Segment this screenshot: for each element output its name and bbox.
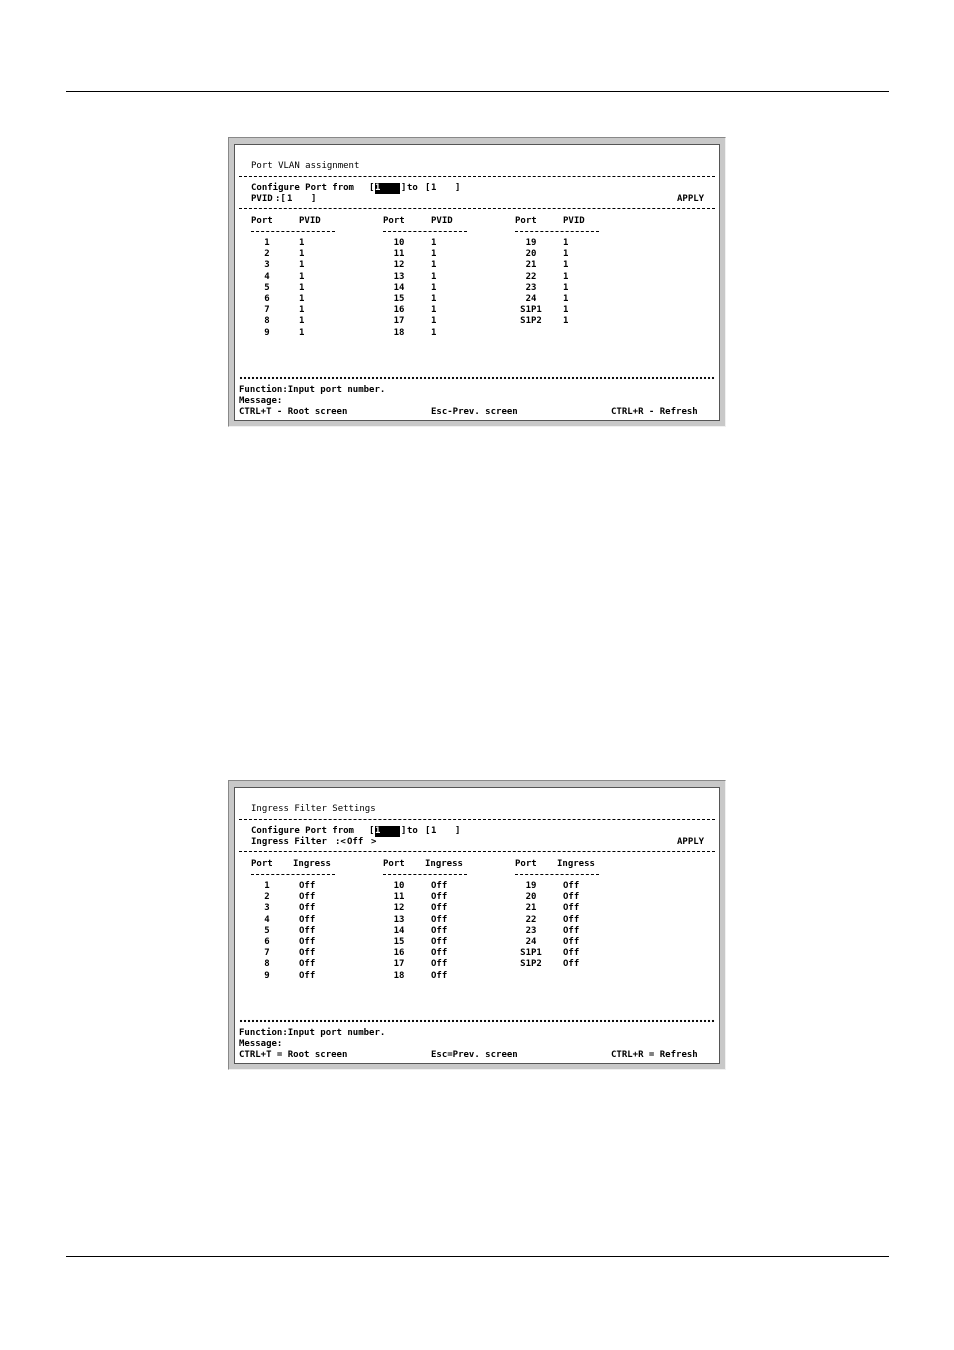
port-number-cell: 10: [393, 881, 405, 891]
pvid-open: :[: [275, 194, 286, 204]
port-number-cell: 16: [393, 948, 405, 959]
port-value-cell: 1: [299, 282, 305, 293]
port-value-cell: Off: [431, 970, 448, 981]
port-value-cell: Off: [299, 881, 316, 891]
port-number-cell: 10: [393, 238, 405, 248]
col-header-value: PVID: [431, 216, 453, 226]
port-value-cell: 1: [431, 249, 437, 260]
port-to-input[interactable]: 1: [431, 826, 437, 836]
port-number-cell: 16: [393, 305, 405, 316]
port-number-cell: 5: [264, 925, 270, 936]
port-value-cell: Off: [431, 925, 448, 936]
port-value-cell: 1: [431, 305, 437, 316]
root-screen-hint[interactable]: CTRL+T = Root screen: [239, 1050, 348, 1060]
port-value-cell: Off: [299, 925, 316, 936]
port-number-cell: 3: [264, 260, 270, 271]
bracket-close: ]: [401, 826, 407, 836]
port-value-cell: Off: [431, 881, 448, 891]
port-value-cell: 1: [431, 327, 437, 338]
port-number-cell: S1P2: [520, 959, 542, 970]
divider: [239, 851, 715, 852]
port-value-cell: Off: [299, 892, 316, 903]
port-value-cell: Off: [431, 914, 448, 925]
header-underline: [251, 231, 335, 232]
port-number-cell: 4: [264, 271, 270, 282]
message-line: Message:: [239, 396, 283, 406]
ingress-filter-label: Ingress Filter: [251, 837, 327, 847]
col-header-value: Ingress: [425, 859, 463, 869]
port-number-cell: 1: [264, 238, 270, 248]
port-number-cell: 11: [393, 892, 405, 903]
port-number-cell: 7: [264, 305, 270, 316]
bracket-close: ]: [455, 826, 461, 836]
port-value-cell: Off: [563, 937, 580, 947]
port-value-cell: 1: [431, 316, 437, 327]
port-value-cell: Off: [563, 903, 580, 914]
port-value-cell: Off: [431, 959, 448, 970]
ingress-open: :<: [335, 837, 346, 847]
port-value-cell: 1: [299, 316, 305, 327]
pvid-input[interactable]: 1: [287, 194, 293, 204]
port-number-cell: S1P1: [520, 305, 542, 316]
prev-screen-hint[interactable]: Esc=Prev. screen: [431, 1050, 518, 1060]
col-header-port: Port: [383, 216, 405, 226]
configure-port-label: Configure Port from: [251, 826, 354, 836]
port-number-cell: 6: [264, 294, 270, 304]
separator-stars: [239, 1019, 715, 1023]
port-value-cell: 1: [299, 294, 305, 304]
screen-title: Ingress Filter Settings: [251, 804, 376, 814]
message-line: Message:: [239, 1039, 283, 1049]
port-number-cell: 19: [525, 238, 537, 248]
port-value-cell: 1: [563, 260, 569, 271]
port-number-cell: 15: [393, 294, 405, 304]
port-value-cell: Off: [563, 892, 580, 903]
port-number-cell: 7: [264, 948, 270, 959]
port-value-cell: 1: [299, 327, 305, 338]
port-from-input[interactable]: 1: [375, 183, 400, 194]
port-number-cell: 15: [393, 937, 405, 947]
port-value-cell: Off: [299, 959, 316, 970]
header-underline: [383, 231, 467, 232]
divider: [239, 208, 715, 209]
refresh-hint[interactable]: CTRL+R = Refresh: [611, 1050, 698, 1060]
bracket-close: ]: [401, 183, 407, 193]
divider: [239, 819, 715, 820]
terminal-window: [234, 144, 720, 421]
port-number-cell: 24: [525, 937, 537, 947]
col-header-port: Port: [251, 216, 273, 226]
port-value-cell: 1: [431, 260, 437, 271]
terminal-window: [234, 787, 720, 1064]
select-close: >: [371, 837, 377, 847]
port-number-cell: 12: [393, 260, 405, 271]
bracket-open: [: [425, 183, 431, 193]
col-header-value: Ingress: [557, 859, 595, 869]
col-header-port: Port: [383, 859, 405, 869]
port-from-input[interactable]: 1: [375, 826, 400, 837]
bottom-rule: [66, 1256, 889, 1257]
bracket-close: ]: [455, 183, 461, 193]
port-number-cell: 18: [393, 327, 405, 338]
pvid-label: PVID: [251, 194, 273, 204]
port-to-input[interactable]: 1: [431, 183, 437, 193]
port-value-cell: 1: [563, 271, 569, 282]
port-number-cell: 23: [525, 925, 537, 936]
port-number-cell: 13: [393, 914, 405, 925]
separator-stars: [239, 376, 715, 380]
port-number-cell: 20: [525, 249, 537, 260]
port-number-cell: 12: [393, 903, 405, 914]
port-value-cell: 1: [563, 238, 569, 248]
function-line: Function:Input port number.: [239, 1028, 386, 1038]
to-label: to: [407, 826, 418, 836]
apply-button[interactable]: APPLY: [677, 194, 705, 204]
port-value-cell: 1: [299, 271, 305, 282]
col-header-port: Port: [515, 216, 537, 226]
port-value-cell: 1: [431, 294, 437, 304]
port-value-cell: 1: [299, 249, 305, 260]
col-header-port: Port: [251, 859, 273, 869]
prev-screen-hint[interactable]: Esc-Prev. screen: [431, 407, 518, 417]
refresh-hint[interactable]: CTRL+R - Refresh: [611, 407, 698, 417]
port-value-cell: Off: [431, 892, 448, 903]
port-number-cell: 22: [525, 914, 537, 925]
port-number-cell: 24: [525, 294, 537, 304]
configure-port-label: Configure Port from: [251, 183, 354, 193]
port-number-cell: 9: [264, 327, 270, 338]
divider: [239, 176, 715, 177]
port-number-cell: 11: [393, 249, 405, 260]
col-header-port: Port: [515, 859, 537, 869]
col-header-value: PVID: [563, 216, 585, 226]
port-value-cell: Off: [563, 881, 580, 891]
screen-title: Port VLAN assignment: [251, 161, 360, 171]
port-value-cell: 1: [563, 249, 569, 260]
port-value-cell: Off: [431, 948, 448, 959]
port-number-cell: S1P2: [520, 316, 542, 327]
port-number-cell: 8: [264, 959, 270, 970]
header-underline: [515, 874, 599, 875]
bracket-open: [: [369, 826, 375, 836]
top-rule: [66, 91, 889, 92]
bracket-open: [: [369, 183, 375, 193]
port-number-cell: 18: [393, 970, 405, 981]
port-value-cell: 1: [563, 294, 569, 304]
port-number-cell: 8: [264, 316, 270, 327]
port-number-cell: 20: [525, 892, 537, 903]
port-number-cell: 17: [393, 316, 405, 327]
port-number-cell: 21: [525, 260, 537, 271]
port-number-cell: 21: [525, 903, 537, 914]
port-number-cell: 23: [525, 282, 537, 293]
port-value-cell: 1: [431, 238, 437, 248]
port-value-cell: 1: [299, 260, 305, 271]
port-number-cell: 1: [264, 881, 270, 891]
port-number-cell: 3: [264, 903, 270, 914]
to-label: to: [407, 183, 418, 193]
port-value-cell: Off: [563, 914, 580, 925]
port-value-cell: Off: [299, 970, 316, 981]
port-value-cell: Off: [431, 903, 448, 914]
header-underline: [383, 874, 467, 875]
port-value-cell: 1: [299, 238, 305, 248]
port-number-cell: 22: [525, 271, 537, 282]
col-header-value: PVID: [299, 216, 321, 226]
port-value-cell: Off: [431, 937, 448, 947]
port-number-cell: 14: [393, 925, 405, 936]
col-header-value: Ingress: [293, 859, 331, 869]
port-number-cell: 13: [393, 271, 405, 282]
port-value-cell: 1: [431, 282, 437, 293]
port-value-cell: 1: [431, 271, 437, 282]
port-number-cell: 14: [393, 282, 405, 293]
port-value-cell: Off: [563, 959, 580, 970]
port-number-cell: 4: [264, 914, 270, 925]
ingress-filter-screen: [228, 780, 726, 1070]
port-value-cell: Off: [563, 948, 580, 959]
port-value-cell: 1: [299, 305, 305, 316]
port-value-cell: Off: [299, 903, 316, 914]
ingress-filter-select[interactable]: Off: [347, 837, 364, 847]
port-number-cell: 17: [393, 959, 405, 970]
port-value-cell: Off: [563, 925, 580, 936]
header-underline: [251, 874, 335, 875]
bracket-close: ]: [311, 194, 317, 204]
port-number-cell: 19: [525, 881, 537, 891]
port-value-cell: 1: [563, 282, 569, 293]
bracket-open: [: [425, 826, 431, 836]
header-underline: [515, 231, 599, 232]
port-value-cell: Off: [299, 914, 316, 925]
port-number-cell: 9: [264, 970, 270, 981]
port-value-cell: Off: [299, 948, 316, 959]
port-vlan-screen: [228, 137, 726, 427]
port-value-cell: Off: [299, 937, 316, 947]
port-number-cell: 2: [264, 892, 270, 903]
port-number-cell: 5: [264, 282, 270, 293]
port-number-cell: S1P1: [520, 948, 542, 959]
port-number-cell: 2: [264, 249, 270, 260]
port-value-cell: 1: [563, 305, 569, 316]
port-number-cell: 6: [264, 937, 270, 947]
root-screen-hint[interactable]: CTRL+T - Root screen: [239, 407, 348, 417]
apply-button[interactable]: APPLY: [677, 837, 705, 847]
port-value-cell: 1: [563, 316, 569, 327]
function-line: Function:Input port number.: [239, 385, 386, 395]
